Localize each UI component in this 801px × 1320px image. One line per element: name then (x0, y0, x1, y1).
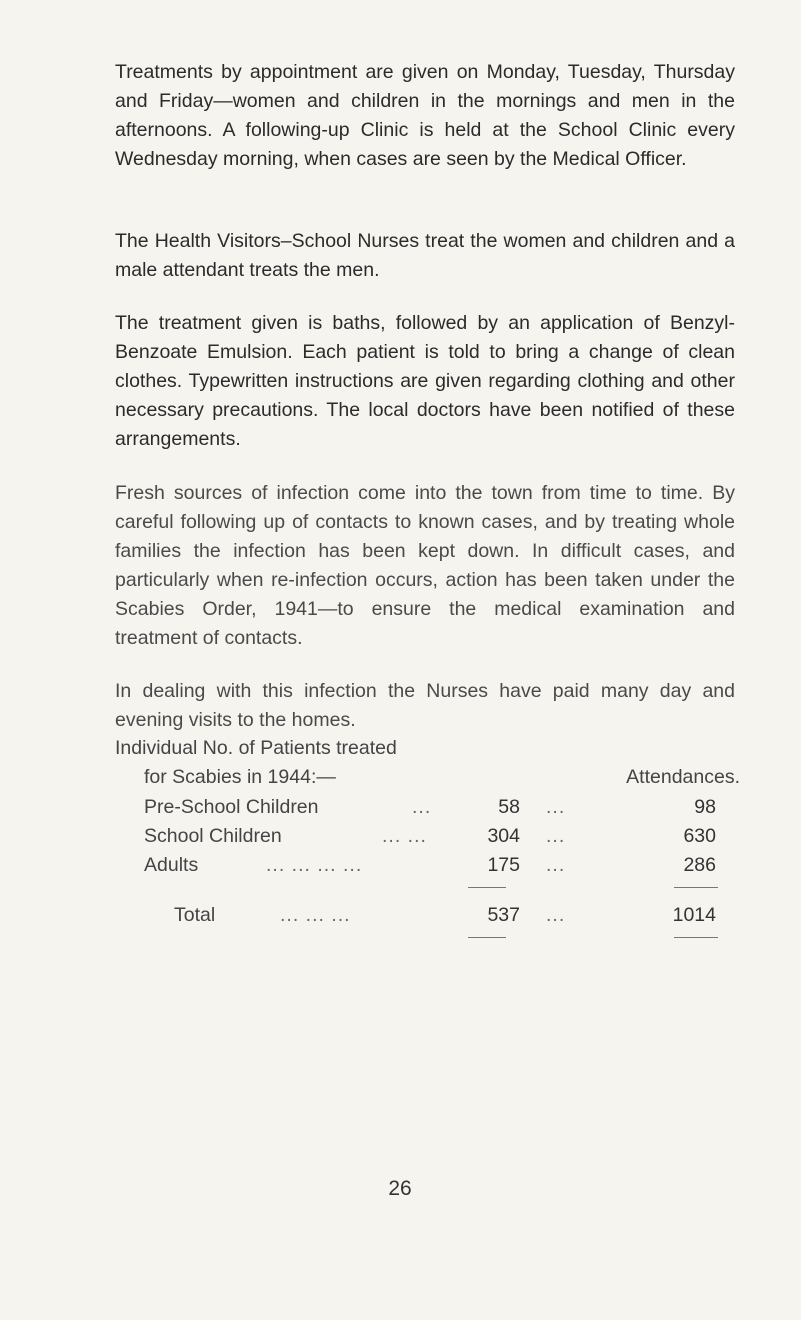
table-row (144, 851, 744, 880)
paragraph-treatments: Treatments by appointment are given on Monday, Tuesday, Thursday and Friday—women and children in the mornings and men in the afternoons. A following-up Clinic is held at the School Clinic every Wednesday morning, when cases are seen by the Medical Officer. (115, 61, 735, 170)
subtotal-rule (468, 887, 506, 888)
leader-dots: ... ... ... ... (266, 854, 363, 876)
subtotal-rule (674, 887, 718, 888)
attendances-value: 630 (683, 825, 716, 847)
row-label: Pre-School Children (144, 796, 319, 818)
page-number: 26 (388, 1177, 412, 1200)
patients-value: 537 (487, 904, 520, 926)
patients-value: 304 (487, 825, 520, 847)
paragraph-nurse-visits: In dealing with this infection the Nurses have paid many day and evening visits to the homes. (115, 680, 735, 731)
patients-value: 58 (498, 796, 520, 818)
patients-value: 175 (487, 854, 520, 876)
leader-dots: ... (546, 825, 566, 847)
table-caption-line1: Individual No. of Patients treated (115, 737, 397, 759)
table-row (144, 822, 744, 851)
table-row-total (144, 901, 744, 930)
attendances-value: 286 (683, 854, 716, 876)
leader-dots: ... (546, 904, 566, 926)
table-caption-line2: for Scabies in 1944:— (144, 766, 336, 788)
paragraph-health-visitors: The Health Visitors–School Nurses treat the women and children and a male attendant treats the men. (115, 230, 735, 281)
leader-dots: ... (412, 796, 432, 818)
row-label: Total (174, 904, 216, 926)
leader-dots: ... (546, 796, 566, 818)
row-label: Adults (144, 854, 199, 876)
paragraph-fresh-sources: Fresh sources of infection come into the town from time to time. By careful following up of contacts to known cases, and by treating whole families the infection has been kept down. In difficult cases, and particularly when re-infection occurs, action has been taken under the Scabies Order, 1941—to ensure the medical examination and treatment of contacts. (115, 482, 735, 649)
paragraph-treatment-given: The treatment given is baths, followed by an application of Benzyl-Benzoate Emulsion. Each patient is told to bring a change of clean clothes. Typewritten instructions are given regarding clothing and other necessary precautions. The local doctors have been notified of these arrangements. (115, 312, 735, 450)
total-rule (674, 937, 718, 938)
row-label: School Children (144, 825, 282, 847)
attendances-value: 98 (694, 796, 716, 818)
attendances-header: Attendances. (626, 766, 740, 788)
leader-dots: ... ... ... (280, 904, 351, 926)
total-rule (468, 937, 506, 938)
leader-dots: ... ... (382, 825, 427, 847)
table-row (144, 793, 744, 822)
leader-dots: ... (546, 854, 566, 876)
attendances-value: 1014 (672, 904, 716, 926)
